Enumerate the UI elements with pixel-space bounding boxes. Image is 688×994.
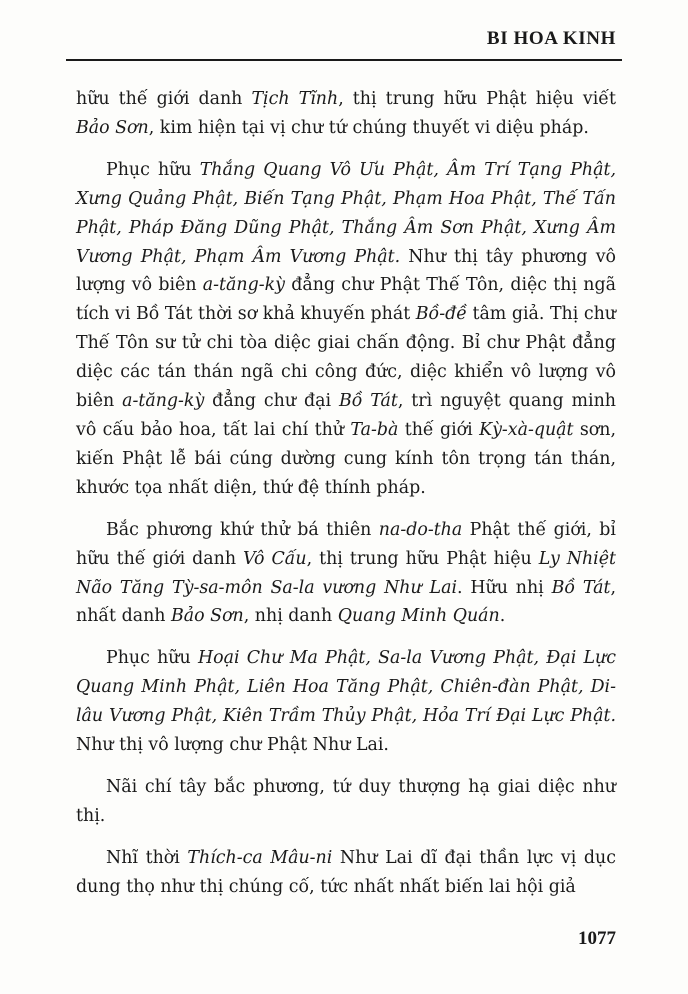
italic-text-run: a-tăng-kỳ <box>122 391 205 412</box>
body-text <box>76 85 616 915</box>
paragraph <box>76 516 616 632</box>
running-header: BI HOA KINH <box>486 28 616 49</box>
text-run: Phục hữu <box>106 648 198 669</box>
page-number: 1077 <box>578 928 616 949</box>
text-run: thế giới <box>398 419 480 440</box>
text-run: . <box>499 606 506 627</box>
italic-text-run: Hoại Chư Ma Phật, Sa-la Vương Phật, Đại Lực Quang Minh Phật, Liên Hoa Tăng Phật, Chiên-đàn Phật, Di-lâu Vương Phật, Kiên Trầm Thủy Phật, Hỏa Trí Đại Lực Phật. <box>76 648 616 727</box>
text-run: đẳng chư đại <box>204 391 339 412</box>
text-run: Phục hữu <box>106 159 200 180</box>
text-run: Như thị vô lượng chư Phật Như Lai. <box>76 735 389 756</box>
italic-text-run: Bồ Tát <box>338 391 398 412</box>
text-run: Như thị tây phương vô lượng vô biên <box>76 246 616 296</box>
text-run: Bắc phương khứ thử bá thiên <box>106 519 379 540</box>
text-run: , thị trung hữu Phật hiệu viết <box>338 89 616 109</box>
italic-text-run: Quang Minh Quán <box>337 606 500 627</box>
italic-text-run: a-tăng-kỳ <box>202 275 285 296</box>
italic-text-run: Bảo Sơn <box>171 606 244 627</box>
italic-text-run: Tịch Tĩnh <box>251 89 339 109</box>
text-run: , thị trung hữu Phật hiệu <box>306 548 539 569</box>
text-run: , nhất danh <box>76 577 616 627</box>
italic-text-run: Vô Cấu <box>243 548 307 569</box>
italic-text-run: Bồ Tát <box>551 577 611 598</box>
text-run: , kim hiện tại vị chư tứ chúng thuyết vi diệu pháp. <box>148 117 589 138</box>
italic-text-run: na-do-tha <box>378 519 463 540</box>
text-run: Như Lai dĩ đại thần lực vị dục dung thọ như thị chúng cố, tức nhất nhất biến lai hội giả <box>76 847 616 897</box>
paragraph <box>76 85 616 143</box>
text-run: Nãi chí tây bắc phương, tứ duy thượng hạ giai diệc như thị. <box>76 776 616 826</box>
italic-text-run: Bảo Sơn <box>76 117 149 138</box>
italic-text-run: Bồ-đề <box>415 304 467 325</box>
text-run: hữu thế giới danh <box>76 89 252 109</box>
italic-text-run: Kỳ-xà-quật <box>479 419 574 440</box>
text-run: Nhĩ thời <box>106 847 188 868</box>
paragraph <box>76 773 616 831</box>
header-divider <box>66 59 622 61</box>
italic-text-run: Thắng Quang Vô Ưu Phật, Âm Trí Tạng Phật, Xưng Quảng Phật, Biến Tạng Phật, Phạm Hoa Phật, Thế Tấn Phật, Pháp Đăng Dũng Phật, Thắng Âm Sơn Phật, Xưng Âm Vương Phật, Phạm Âm Vương Phật. <box>76 159 616 267</box>
paragraph <box>76 844 616 902</box>
text-run: . Hữu nhị <box>457 577 552 598</box>
italic-text-run: Thích-ca Mâu-ni <box>187 847 333 868</box>
text-run: tâm giả. Thị chư Thế Tôn sư tử chi tòa diệc giai chấn động. Bỉ chư Phật đẳng diệc các tán thán ngã chi công đức, diệc khiển vô lượng vô biên <box>76 304 616 412</box>
text-run: , nhị danh <box>243 606 338 627</box>
paragraph <box>76 156 616 503</box>
text-run: sơn, kiến Phật lễ bái cúng dường cung kính tôn trọng tán thán, khước tọa nhất diện, thứ đệ thính pháp. <box>76 419 617 498</box>
italic-text-run: Ly Nhiệt Não Tăng Tỳ-sa-môn Sa-la vương Như Lai <box>76 548 617 598</box>
italic-text-run: Ta-bà <box>350 419 399 440</box>
text-run: đẳng chư Phật Thế Tôn, diệc thị ngã tích vi Bồ Tát thời sơ khả khuyến phát <box>76 275 616 325</box>
paragraph <box>76 644 616 760</box>
text-run: , trì nguyệt quang minh vô cấu bảo hoa, tất lai chí thử <box>76 391 616 440</box>
text-run: Phật thế giới, bỉ hữu thế giới danh <box>76 519 616 569</box>
